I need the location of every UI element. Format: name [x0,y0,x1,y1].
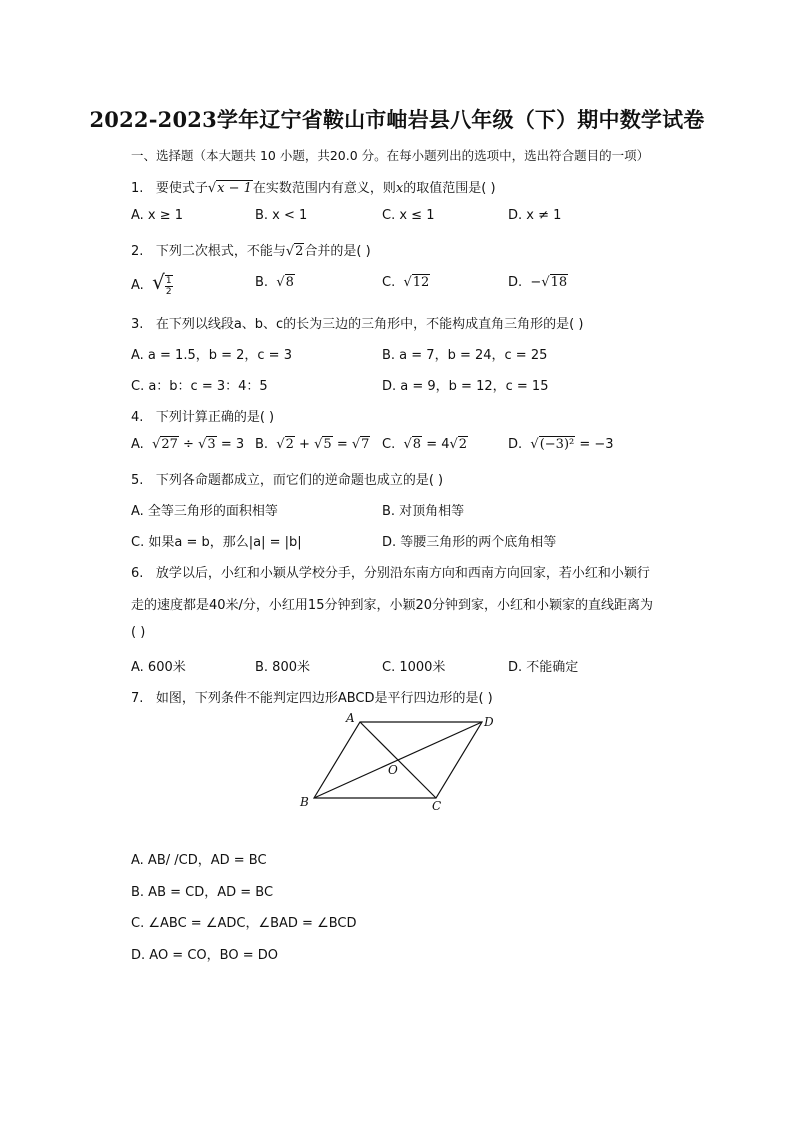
option-c: C. √12 [382,275,430,290]
option-b: B. a = 7，b = 24，c = 25 [382,348,548,363]
question-number: 6. [131,566,144,581]
option-b: B. 对顶角相等 [382,504,465,519]
option-c: C. 如果a = b，那么|a| = |b| [131,535,302,550]
page-title: 2022-2023学年辽宁省鞍山市岫岩县八年级（下）期中数学试卷 [89,107,705,132]
sqrt-icon: √ [198,437,207,452]
sqrt-icon: √ [403,275,412,290]
fraction: $\frac{1}{2}$ [165,275,172,297]
question-text: 在下列以线段a、b、c的长为三边的三角形中，不能构成直角三角形的是( ) [155,317,584,332]
question-2 [131,240,371,259]
option-d: D. x ≠ 1 [508,208,562,223]
option-a: A. √ $\frac{1}{2}$ [131,270,172,297]
option-c: C. ∠ABC = ∠ADC，∠BAD = ∠BCD [131,916,357,931]
radicand: 2 [295,244,304,259]
sqrt-icon: √ [403,437,412,452]
option-d: D. AO = CO，BO = DO [131,948,278,963]
sqrt-icon: √ [276,437,285,452]
parallelogram-figure [290,706,510,816]
question-number: 7. [131,691,144,706]
question-number: 2. [131,244,144,259]
sqrt-icon: √ [152,270,165,294]
question-3 [131,313,583,332]
sqrt-icon: √ [530,437,539,452]
vertex-label-d: D [484,715,494,729]
question-text: 下列各命题都成立，而它们的逆命题也成立的是( ) [155,473,444,488]
variable: x [395,181,404,196]
option-a: A. 全等三角形的面积相等 [131,504,278,519]
option-b: B. √8 [255,275,294,290]
question-number: 5. [131,473,144,488]
option-c: C. a：b：c = 3：4：5 [131,379,268,394]
question-text: 在实数范围内有意义，则 [252,181,396,196]
option-b: B. AB = CD，AD = BC [131,885,274,900]
center-label-o: O [388,763,398,777]
option-a: A. x ≥ 1 [131,208,184,223]
option-d: D. 不能确定 [508,660,579,675]
question-number: 1. [131,181,144,196]
question-7 [131,687,493,706]
sqrt-icon: √ [351,437,361,452]
sqrt-icon: √ [152,437,161,452]
question-text: 要使式子 [155,181,208,196]
sqrt-icon: √ [276,275,285,290]
option-b: B. x < 1 [255,208,308,223]
vertex-label-c: C [432,799,442,813]
question-number: 3. [131,317,144,332]
question-text: 下列计算正确的是( ) [155,410,275,425]
option-a: A. a = 1.5，b = 2，c = 3 [131,348,292,363]
diagonal-bd [314,722,482,798]
vertex-label-a: A [346,711,355,725]
option-a: A. AB/ /CD，AD = BC [131,853,267,868]
radicand: x − 1 [217,181,252,196]
option-d: D. −√18 [508,275,568,290]
sqrt-icon: √ [541,275,550,290]
option-b: B. 800米 [255,660,310,675]
option-c: C. x ≤ 1 [382,208,435,223]
option-d: D. a = 9，b = 12，c = 15 [382,379,549,394]
question-5 [131,469,443,488]
sqrt-icon: √ [207,181,217,196]
question-text: 放学以后，小红和小颖从学校分手，分别沿东南方向和西南方向回家，若小红和小颖行 [155,566,650,581]
question-1 [131,177,496,196]
sqrt-icon: √ [314,437,323,452]
option-c: C. √8 = 4√2 [382,437,468,452]
sqrt-icon: √ [285,244,295,259]
vertex-label-b: B [300,795,309,809]
option-c: C. 1000米 [382,660,446,675]
question-text: 走的速度都是40米/分，小红用15分钟到家，小颖20分钟到家，小红和小颖家的直线距离为 [131,598,654,613]
question-text: 如图，下列条件不能判定四边形ABCD是平行四边形的是( ) [155,691,493,706]
option-b: B. √2 + √5 = √7 [255,437,370,452]
option-a: A. √27 ÷ √3 = 3 [131,437,245,452]
section-heading: 一、选择题（本大题共 10 小题，共20.0 分。在每小题列出的选项中，选出符合题目的一项） [131,148,650,163]
question-6 [131,562,650,581]
question-text: 下列二次根式，不能与 [155,244,286,259]
option-d: D. √(−3)² = −3 [508,437,614,452]
question-4 [131,406,274,425]
question-text: 的取值范围是( ) [403,181,496,196]
question-text: 合并的是( ) [304,244,371,259]
question-text: ( ) [131,625,146,640]
option-a: A. 600米 [131,660,186,675]
sqrt-icon: √ [449,437,458,452]
question-number: 4. [131,410,144,425]
option-d: D. 等腰三角形的两个底角相等 [382,535,557,550]
